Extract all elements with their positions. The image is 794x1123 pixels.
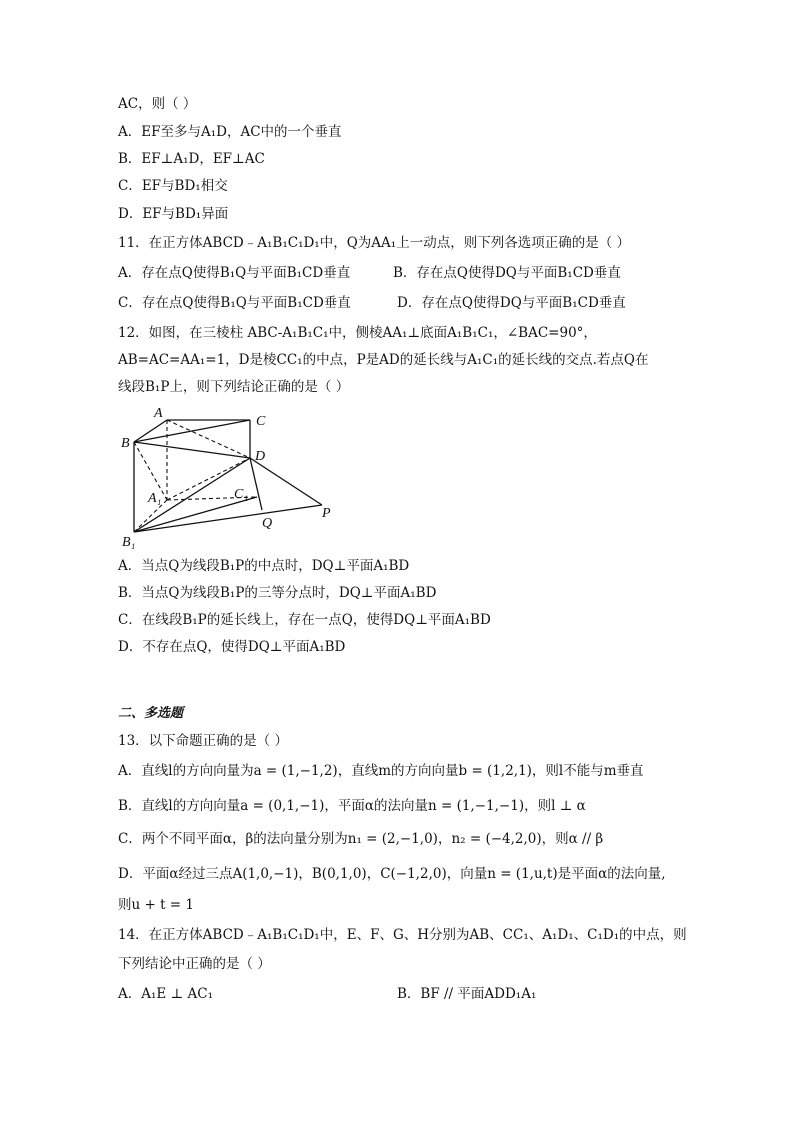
q14-stem-line-1: 14．在正方体ABCD﹣A₁B₁C₁D₁中，E、F、G、H分别为AB、CC₁、A₁D₁、C₁D₁的中点，则	[118, 927, 687, 943]
label-b: B	[121, 436, 130, 451]
q12-line-1: 12．如图，在三棱柱 ABC-A₁B₁C₁中，侧棱AA₁⊥底面A₁B₁C₁，∠BAC=90°，	[118, 325, 597, 341]
q12-line-2: AB=AC=AA₁=1，D是棱CC₁的中点，P是AD的延长线与A₁C₁的延长线的交点.若点Q在	[118, 352, 649, 368]
q12-option-c: C．在线段B₁P的延长线上，存在一点Q，使得DQ⊥平面A₁BD	[118, 612, 491, 628]
prism-figure	[112, 400, 342, 550]
q11-option-d: D．存在点Q使得DQ与平面B₁CD垂直	[397, 295, 626, 311]
label-b1: B₁	[122, 535, 136, 550]
label-c1: C₁	[234, 487, 249, 502]
option-b: B．EF⊥A₁D，EF⊥AC	[118, 151, 265, 167]
label-d: D	[255, 449, 266, 464]
label-a1: A₁	[148, 491, 162, 506]
q13-option-d-line-1: D．平面α经过三点A(1,0,−1)，B(0,1,0)，C(−1,2,0)，向量n = (1,u,t)是平面α的法向量,	[118, 866, 666, 882]
label-q: Q	[262, 516, 273, 531]
line-top-1: AC，则（ ）	[118, 96, 197, 112]
label-c: C	[256, 414, 266, 429]
q13-option-a: A．直线l的方向向量为a = (1,−1,2)，直线m的方向向量b = (1,2,1)，则l不能与m垂直	[118, 763, 644, 779]
label-p: P	[322, 506, 331, 521]
q13-option-c: C．两个不同平面α，β的法向量分别为n₁ = (2,−1,0)，n₂ = (−4,2,0)，则α // β	[118, 831, 604, 847]
q14-option-a: A．A₁E ⊥ AC₁	[118, 986, 214, 1002]
q14-option-b: B．BF // 平面ADD₁A₁	[397, 986, 537, 1002]
label-a: A	[154, 406, 163, 421]
q12-option-d: D．不存在点Q，使得DQ⊥平面A₁BD	[118, 639, 346, 655]
q12-option-a: A．当点Q为线段B₁P的中点时，DQ⊥平面A₁BD	[118, 558, 410, 574]
q12-line-3: 线段B₁P上，则下列结论正确的是（ ）	[118, 379, 350, 395]
option-a: A．EF至多与A₁D，AC中的一个垂直	[118, 124, 342, 140]
q11-option-a: A．存在点Q使得B₁Q与平面B₁CD垂直	[118, 265, 351, 281]
option-c: C．EF与BD₁相交	[118, 178, 228, 194]
option-d: D．EF与BD₁异面	[118, 206, 229, 222]
section-title: 二、多选题	[118, 706, 184, 721]
q11-stem: 11．在正方体ABCD﹣A₁B₁C₁D₁中，Q为AA₁上一动点，则下列各选项正确的是（ ）	[118, 235, 630, 251]
q13-option-d-line-2: 则u + t = 1	[118, 897, 194, 913]
q13-stem: 13．以下命题正确的是（ ）	[118, 733, 288, 749]
q13-option-b: B．直线l的方向向量a = (0,1,−1)，平面α的法向量n = (1,−1,−1)，则l ⊥ α	[118, 798, 586, 814]
q12-option-b: B．当点Q为线段B₁P的三等分点时，DQ⊥平面A₁BD	[118, 585, 437, 601]
q14-stem-line-2: 下列结论中正确的是（ ）	[118, 956, 271, 972]
q11-option-b: B．存在点Q使得DQ与平面B₁CD垂直	[393, 265, 621, 281]
q11-option-c: C．存在点Q使得B₁Q与平面B₁CD垂直	[118, 295, 351, 311]
